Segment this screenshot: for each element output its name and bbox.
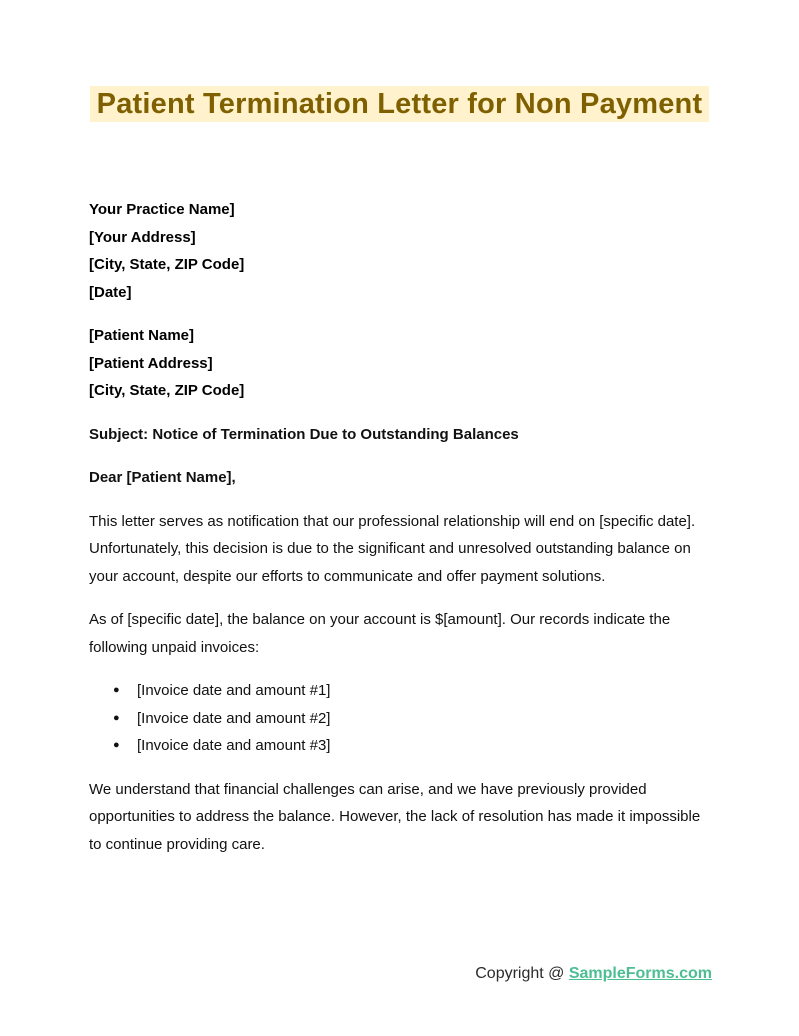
letter-body xyxy=(89,196,711,874)
title-wrap xyxy=(0,86,799,122)
subject-line: Subject: Notice of Termination Due to Outstanding Balances xyxy=(89,425,519,443)
sender-address: [Your Address] xyxy=(89,228,196,246)
paragraph-closing: We understand that financial challenges can arise, and we have previously provided opportunities to address the balance. However, the lack of resolution has made it impossible to continue providing care. xyxy=(89,780,701,853)
paragraph-balance: As of [specific date], the balance on your account is $[amount]. Our records indicate the following unpaid invoices: xyxy=(89,611,671,656)
recipient-name: [Patient Name] xyxy=(89,327,195,344)
recipient-address-block xyxy=(89,322,711,405)
list-item: ● [Invoice date and amount #1] xyxy=(89,677,711,705)
sender-address-block xyxy=(89,196,711,306)
list-item: ● [Invoice date and amount #2] xyxy=(89,705,711,733)
copyright-text: Copyright @ xyxy=(475,965,569,982)
letter-date: [Date] xyxy=(89,283,132,301)
invoice-list xyxy=(89,677,711,760)
recipient-city-state-zip: [City, State, ZIP Code] xyxy=(89,382,245,399)
page-title: Patient Termination Letter for Non Payment xyxy=(90,86,710,122)
salutation: Dear [Patient Name], xyxy=(89,469,236,486)
sender-city-state-zip: [City, State, ZIP Code] xyxy=(89,256,245,273)
sampleforms-link[interactable]: SampleForms.com xyxy=(568,965,712,982)
paragraph-notification: This letter serves as notification that our professional relationship will end on [specific date]. Unfortunately, this decision is due to the significant and unresolved outstanding balance on your account, despite our efforts to communicate and offer payment solutions. xyxy=(89,512,696,585)
recipient-address: [Patient Address] xyxy=(89,354,213,372)
footer xyxy=(475,965,712,983)
list-item: ● [Invoice date and amount #3] xyxy=(89,732,711,760)
sender-practice-name: Your Practice Name] xyxy=(89,201,235,218)
